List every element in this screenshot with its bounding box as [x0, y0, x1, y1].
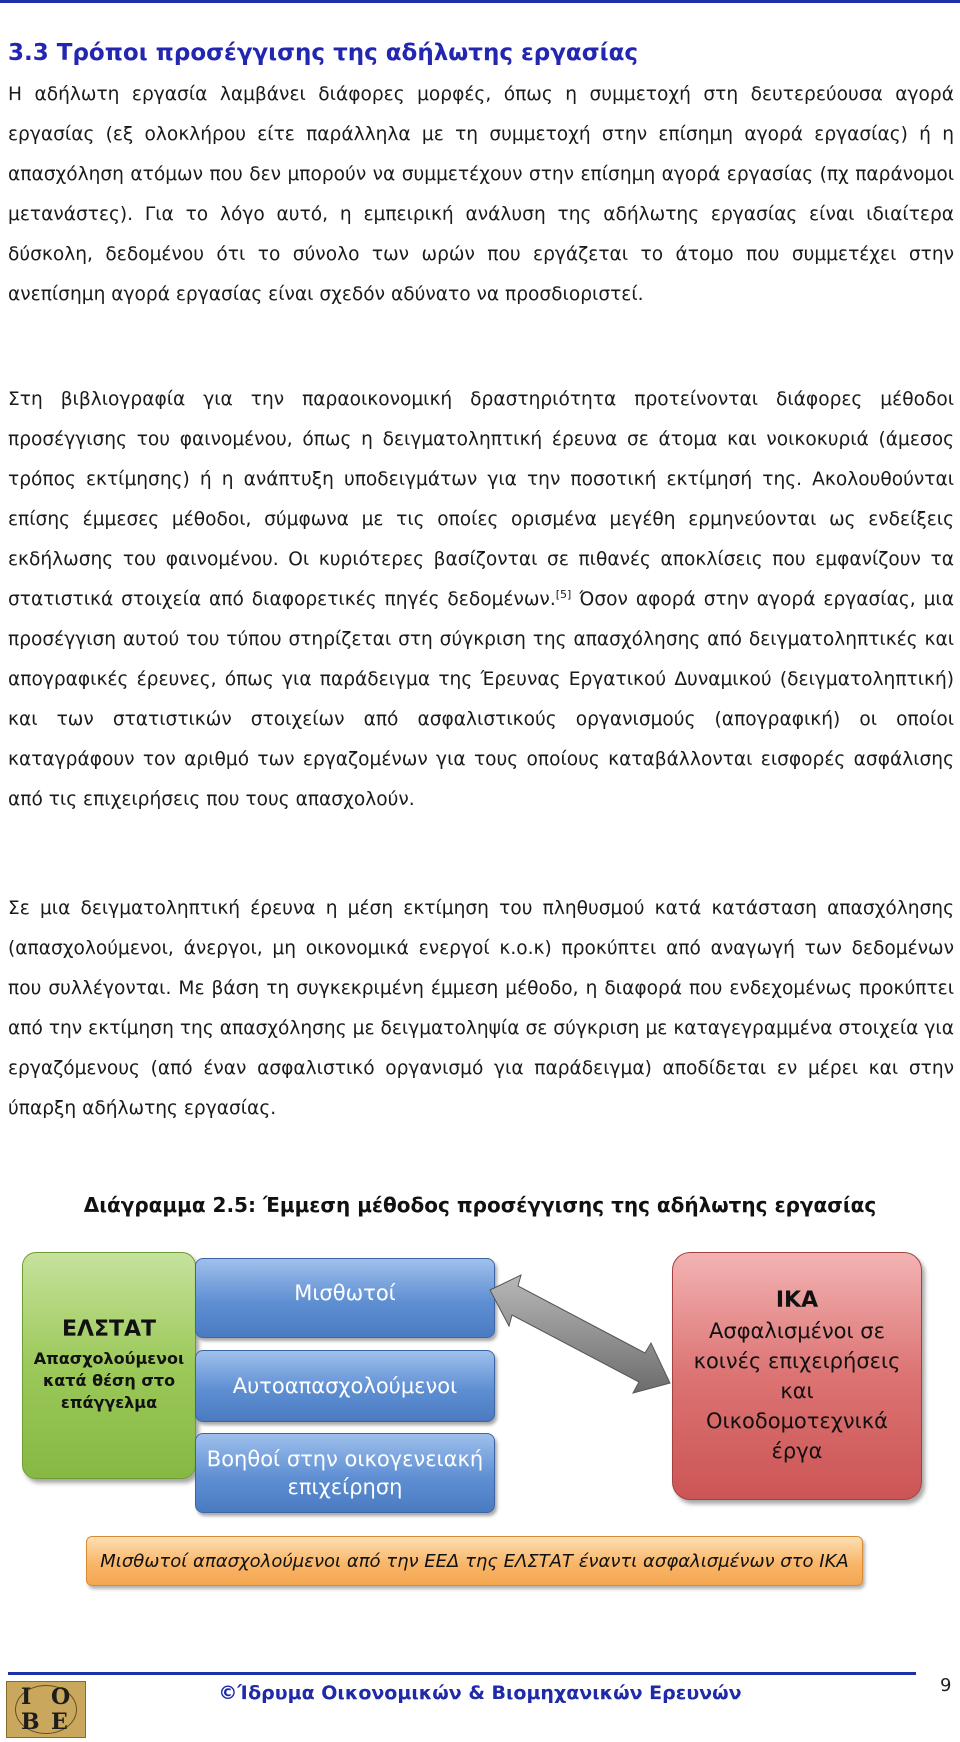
family-helpers-box: [195, 1433, 495, 1513]
top-rule: [0, 0, 960, 3]
logo-letter: Ι: [21, 1684, 32, 1710]
paragraph-2: [8, 380, 954, 820]
elstat-subtitle: Απασχολούμενοι κατά θέση στο επάγγελμα: [33, 1349, 185, 1412]
page-number: 9: [940, 1675, 952, 1696]
family-helpers-label: Βοηθοί στην οικογενειακή επιχείρηση: [206, 1447, 484, 1499]
salaried-label: Μισθωτοί: [294, 1281, 396, 1305]
double-arrow-icon: [485, 1265, 675, 1415]
reference-link[interactable]: [5]: [555, 587, 572, 601]
logo-letter: Ο: [51, 1684, 71, 1710]
logo-letter: Β: [21, 1709, 40, 1735]
paragraph-2-part-a: Στη βιβλιογραφία για την παραοικονομική δραστηριότητα προτείνονται διάφορες μέθοδοι προσέγγισης του φαινομένου, όπως η δειγματοληπτική έρευνα σε άτομα και νοικοκυριά (άμεσος τρόπος εκτίμησης) ή η ανάπτυξη υποδειγμάτων για την ποσοτική εκτίμησή της. Ακολουθούνται επίσης έμμεσες μέθοδοι, σύμφωνα με τις οποίες ορισμένα μεγέθη ερμηνεύονται ως ενδείξεις εκδήλωσης του φαινομένου. Οι κυριότερες βασίζονται σε πιθανές αποκλίσεις που εμφανίζουν τα στατιστικά στοιχεία από διαφορετικές πηγές δεδομένων.: [8, 389, 954, 610]
self-employed-label: Αυτοαπασχολούμενοι: [232, 1374, 458, 1398]
comparison-text: Μισθωτοί απασχολούμενοι από την ΕΕΔ της ΕΛΣΤΑΤ έναντι ασφαλισμένων στο ΙΚΑ: [100, 1550, 849, 1572]
section-heading: 3.3 Τρόποι προσέγγισης της αδήλωτης εργασίας: [8, 40, 639, 66]
elstat-title: ΕΛΣΤΑΤ: [61, 1317, 157, 1342]
footer-copyright: ©Ίδρυμα Οικονομικών & Βιομηχανικών Ερευνών: [218, 1682, 742, 1704]
ika-description: Ασφαλισμένοι σε κοινές επιχειρήσεις και Οικοδομοτεχνικά έργα: [693, 1319, 901, 1463]
logo-letter: Ε: [51, 1709, 68, 1735]
self-employed-box: [195, 1350, 495, 1422]
ika-box: [672, 1252, 922, 1500]
paragraph-1: Η αδήλωτη εργασία λαμβάνει διάφορες μορφές, όπως η συμμετοχή στη δευτερεύουσα αγορά εργασίας (εξ ολοκλήρου είτε παράλληλα με τη συμμετοχή στην επίσημη αγορά εργασίας) ή η απασχόληση ατόμων που δεν μπορούν να συμμετέχουν στην επίσημη αγορά εργασίας (πχ παράνομοι μετανάστες). Για το λόγο αυτό, η εμπειρική ανάλυση της αδήλωτης εργασίας είναι ιδιαίτερα δύσκολη, δεδομένου ότι το σύνολο των ωρών που εργάζεται το άτομο που συμμετέχει στην ανεπίσημη αγορά εργασίας είναι σχεδόν αδύνατο να προσδιοριστεί.: [8, 84, 954, 305]
salaried-box: [195, 1258, 495, 1338]
footer-rule: [8, 1672, 916, 1675]
paragraph-3: Σε μια δειγματοληπτική έρευνα η μέση εκτίμηση του πληθυσμού κατά κατάσταση απασχόλησης (απασχολούμενοι, άνεργοι, μη οικονομικά ενεργοί κ.ο.κ) προκύπτει από αναγωγή των δεδομένων που συλλέγονται. Με βάση τη συγκεκριμένη έμμεση μέθοδο, η διαφορά που ενδεχομένως προκύπτει από την εκτίμηση της απασχόλησης με δειγματοληψία σε σύγκριση με καταγεγραμμένα στοιχεία για εργαζόμενους (από έναν ασφαλιστικό οργανισμό για παράδειγμα) αποδίδεται εν μέρει και στην ύπαρξη αδήλωτης εργασίας.: [8, 898, 954, 1119]
ika-title: ΙΚΑ: [775, 1288, 819, 1313]
diagram-title: Διάγραμμα 2.5: Έμμεση μέθοδος προσέγγισης της αδήλωτης εργασίας: [83, 1193, 877, 1217]
paragraph-2-part-b: Όσον αφορά στην αγορά εργασίας, μια προσέγγιση αυτού του τύπου στηρίζεται στη σύγκριση της απασχόλησης από δειγματοληπτικές και απογραφικές έρευνες, όπως για παράδειγμα της Έρευνας Εργατικού Δυναμικού (δειγματοληπτική) και των στατιστικών στοιχείων από ασφαλιστικούς οργανισμούς (απογραφική) οι οποίοι καταγράφουν τον αριθμό των εργαζομένων για τους οποίους καταβάλλονται εισφορές ασφάλισης από τις επιχειρήσεις που τους απασχολούν.: [8, 589, 954, 810]
elstat-box: [22, 1252, 196, 1479]
comparison-bar: [86, 1536, 863, 1586]
